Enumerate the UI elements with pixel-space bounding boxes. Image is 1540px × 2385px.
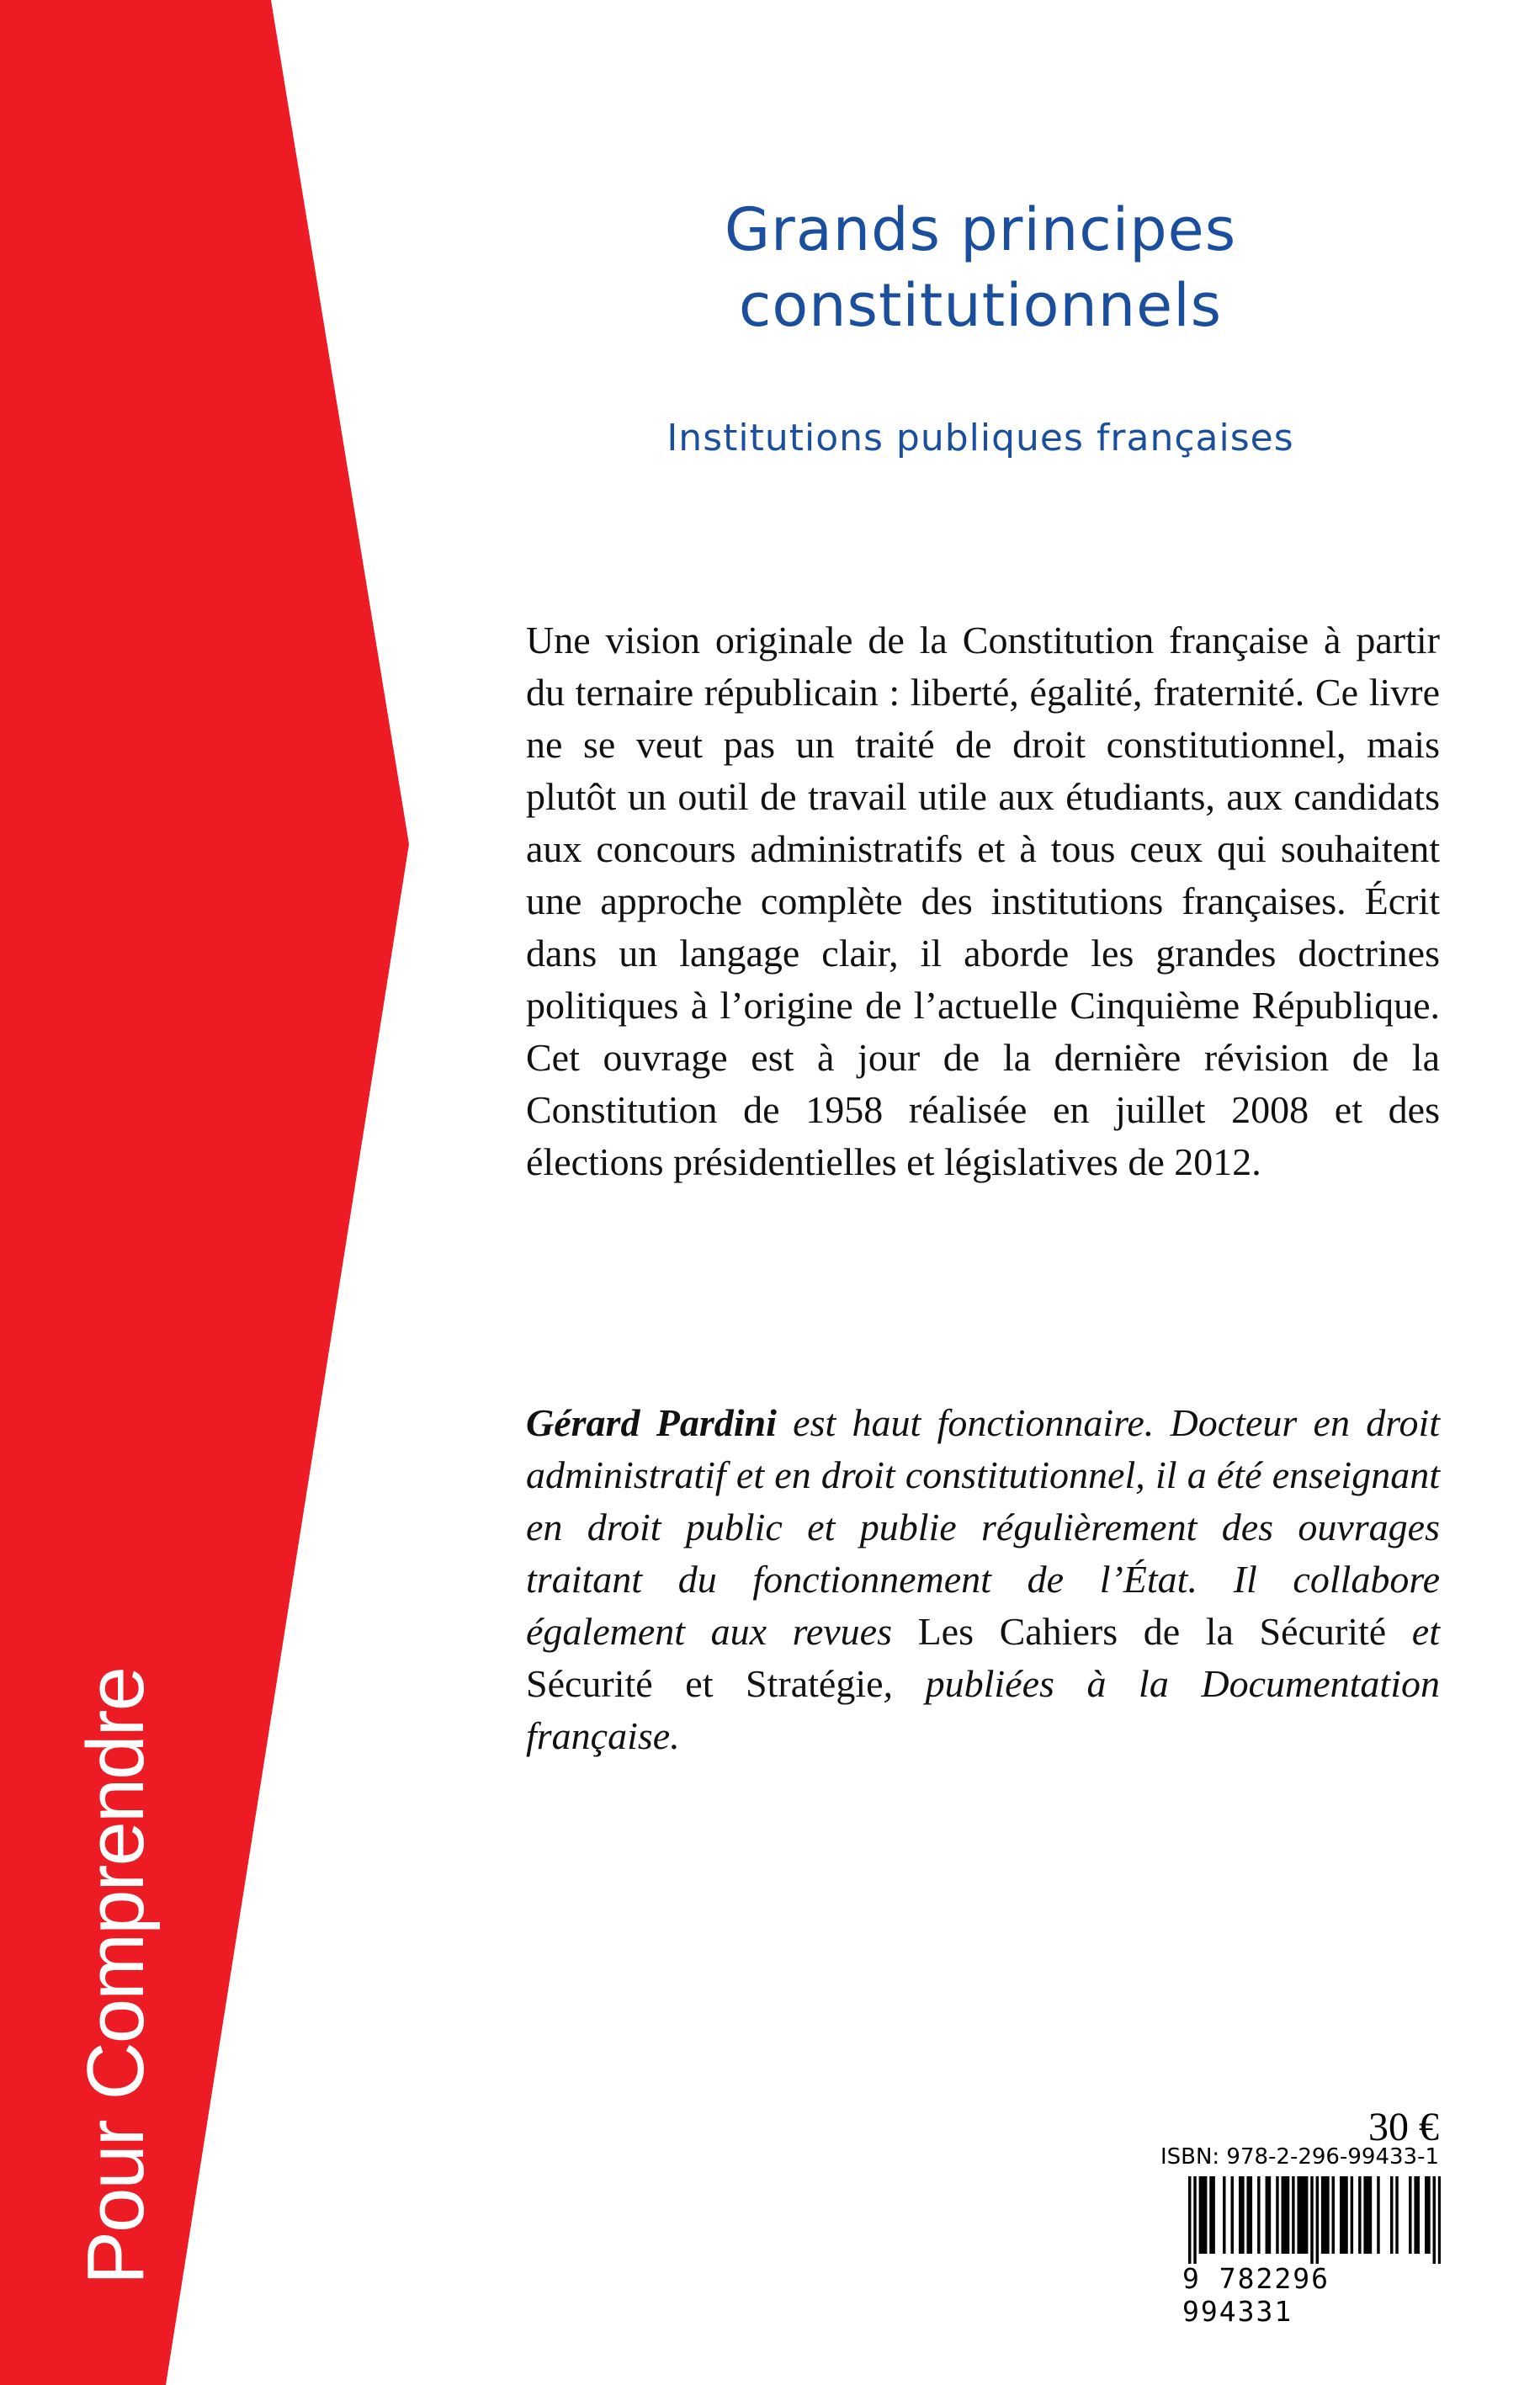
barcode-bar: [1367, 2176, 1369, 2254]
barcode-bar: [1250, 2176, 1252, 2254]
barcode-bar: [1377, 2176, 1379, 2254]
barcode-bar: [1292, 2176, 1294, 2254]
barcode-bar: [1188, 2176, 1191, 2264]
title-line-2: constitutionnels: [738, 271, 1223, 340]
barcode-bar: [1231, 2176, 1234, 2254]
barcode-bar: [1351, 2176, 1353, 2254]
author-bio: [526, 1397, 1440, 1762]
barcode-bar: [1212, 2176, 1214, 2254]
barcode-bar: [1425, 2176, 1427, 2254]
barcode-bar: [1297, 2176, 1299, 2254]
description: Une vision originale de la Constitution française à partir du ternaire républicain : liberté, égalité, fraternité. Ce livre ne se veut pas un traité de droit constitutionnel, mais plutôt un outil de travail utile aux étudiants, aux candidats aux concours administratifs et à tous ceux qui souhaitent une approche complète des institutions françaises. Écrit dans un langage clair, il aborde les grandes doctrines politiques à l’origine de l’actuelle Cinquième République. Cet ouvrage est à jour de la dernière révision de la Constitution de 1958 réalisée en juillet 2008 et des élections présidentielles et législatives de 2012.: [526, 619, 1440, 1183]
barcode-bar: [1433, 2176, 1436, 2264]
series-label: Pour Comprendre: [71, 1667, 161, 2285]
barcode-bar: [1324, 2176, 1326, 2254]
barcode-bar: [1363, 2176, 1366, 2254]
journal-1: Les Cahiers de la Sécurité: [917, 1610, 1387, 1653]
barcode-bar: [1300, 2176, 1303, 2254]
barcode-bar: [1276, 2176, 1278, 2254]
barcode-bar: [1414, 2176, 1416, 2254]
price: 30 €: [1368, 2105, 1439, 2149]
barcode-bar: [1223, 2176, 1225, 2254]
barcode-bar: [1417, 2176, 1420, 2254]
barcode-bar: [1369, 2176, 1372, 2254]
barcode-bar: [1342, 2176, 1345, 2254]
bio-text: est haut fonctionnaire. Docteur en droit administratif et en droit constitutionnel, il a été enseignant en droit public et publie régulièrement des ouvrages traitant du fonctionnement de l’État. Il collabore également aux revues: [526, 1401, 1440, 1653]
barcode: [1188, 2176, 1441, 2264]
barcode-bar: [1209, 2176, 1212, 2254]
barcode-bar: [1390, 2176, 1393, 2254]
barcode-bar: [1321, 2176, 1324, 2254]
barcode-bar: [1332, 2176, 1335, 2254]
barcode-bar: [1438, 2176, 1441, 2264]
barcode-bar: [1284, 2176, 1287, 2254]
barcode-bar: [1326, 2176, 1329, 2254]
barcode-bar: [1266, 2176, 1268, 2254]
journal-2: Sécurité et Stratégie: [526, 1662, 884, 1705]
barcode-bar: [1239, 2176, 1241, 2254]
barcode-bar: [1268, 2176, 1271, 2254]
book-subtitle: Institutions publiques françaises: [666, 417, 1294, 459]
barcode-bar: [1246, 2176, 1249, 2254]
barcode-bar: [1358, 2176, 1361, 2254]
barcode-bar: [1282, 2176, 1284, 2254]
barcode-bar: [1316, 2176, 1319, 2264]
barcode-bar: [1345, 2176, 1347, 2254]
barcode-bar: [1193, 2176, 1196, 2264]
bio-text-3: , publiées à la Documentation française.: [526, 1662, 1440, 1757]
barcode-bar: [1409, 2176, 1411, 2254]
isbn: ISBN: 978-2-296-99433-1: [1160, 2144, 1439, 2170]
barcode-bar: [1287, 2176, 1289, 2254]
barcode-bar: [1204, 2176, 1207, 2254]
barcode-bar: [1427, 2176, 1430, 2254]
book-title: [589, 192, 1372, 343]
barcode-bar: [1202, 2176, 1204, 2254]
barcode-bar: [1257, 2176, 1260, 2254]
barcode-bar: [1395, 2176, 1398, 2254]
barcode-bar: [1310, 2176, 1313, 2264]
bio-text-2: et: [1386, 1610, 1441, 1653]
barcode-bar: [1303, 2176, 1305, 2254]
title-line-1: Grands principes: [724, 195, 1237, 264]
barcode-bar: [1199, 2176, 1202, 2254]
red-side-band: [0, 0, 421, 2385]
author-name: Gérard Pardini: [526, 1401, 777, 1444]
ean-digits: 9 782296 994331: [1182, 2262, 1330, 2328]
barcode-bar: [1241, 2176, 1244, 2254]
barcode-bar: [1305, 2176, 1308, 2254]
barcode-bar: [1340, 2176, 1342, 2254]
